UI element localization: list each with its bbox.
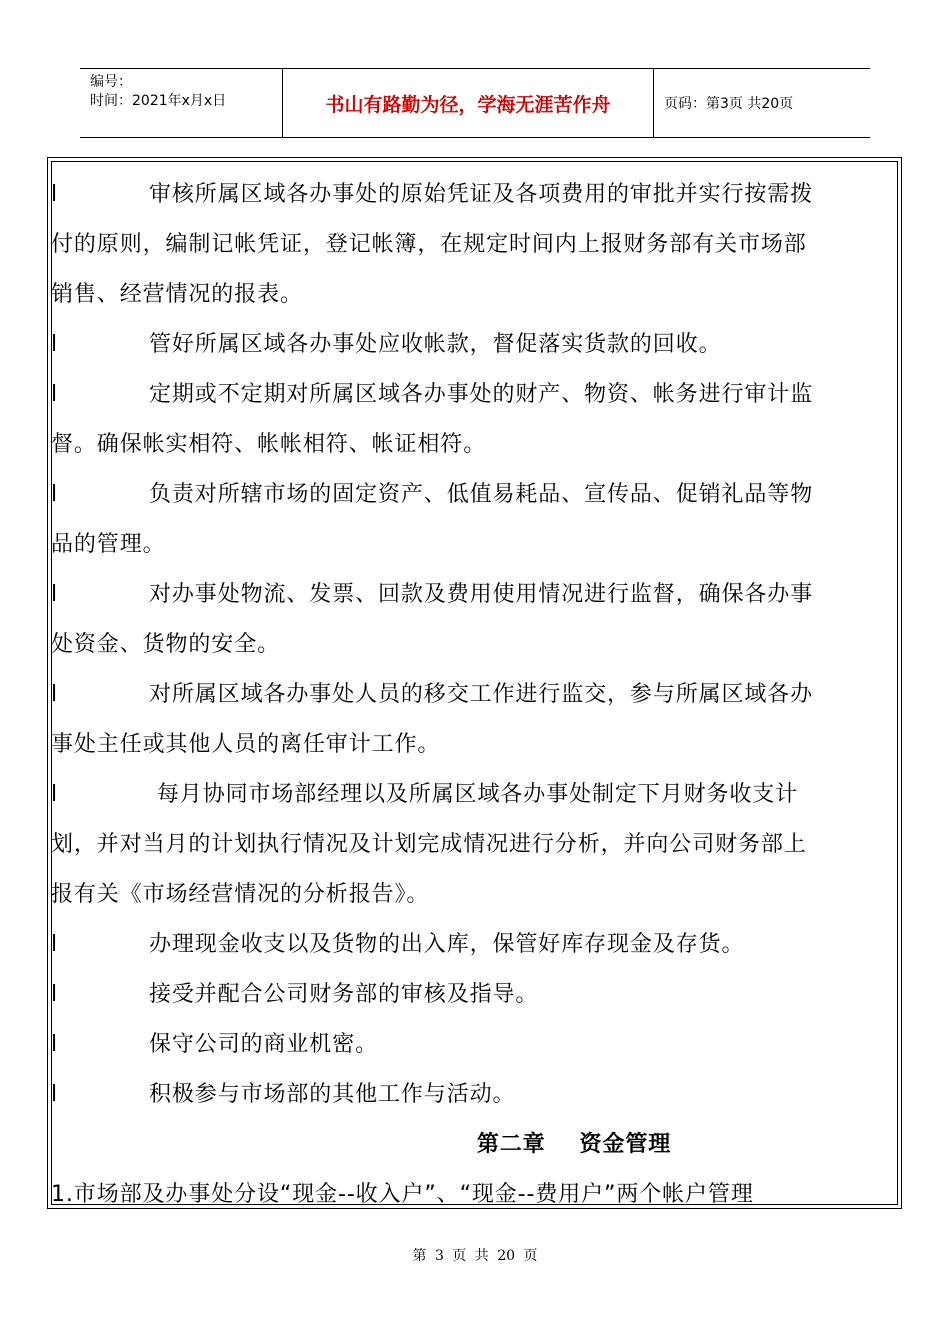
- bullet-marker: l: [51, 682, 59, 707]
- duty-item: [51, 670, 897, 770]
- header-motto: 书山有路勤为径，学海无涯苦作舟: [283, 69, 654, 137]
- bullet-marker: l: [51, 932, 59, 957]
- document-body: [51, 170, 897, 1220]
- bullet-marker: l: [51, 1082, 59, 1107]
- duty-item-text: 办理现金收支以及货物的出入库，保管好库存现金及存货。: [149, 932, 745, 957]
- duty-item-text: 负责对所辖市场的固定资产、低值易耗品、宣传品、促销礼品等物: [149, 482, 814, 507]
- duty-item: [51, 1020, 897, 1070]
- duty-item-text: 积极参与市场部的其他工作与活动。: [149, 1082, 516, 1107]
- duty-item-continuation: 销售、经营情况的报表。: [51, 282, 303, 307]
- duty-item: [51, 470, 897, 570]
- duty-item-continuation: 事处主任或其他人员的离任审计工作。: [51, 732, 441, 757]
- header-table: [80, 68, 870, 138]
- bullet-marker: l: [51, 182, 59, 207]
- duty-item-text: 管好所属区域各办事处应收帐款，督促落实货款的回收。: [149, 332, 722, 357]
- chapter-heading: [51, 1120, 897, 1170]
- duty-item-continuation: 处资金、货物的安全。: [51, 632, 281, 657]
- duty-item-continuation: 报有关《市场经营情况的分析报告》。: [51, 882, 430, 907]
- section-first-line: 1.市场部及办事处分设“现金--收入户”、“现金--费用户”两个帐户管理: [51, 1182, 754, 1207]
- duty-item: [51, 770, 897, 920]
- bullet-marker: l: [51, 332, 59, 357]
- chapter-number: 第二章: [476, 1132, 546, 1157]
- duty-item: [51, 970, 897, 1020]
- duty-item-continuation: 品的管理。: [51, 532, 166, 557]
- duty-item-continuation: 付的原则，编制记帐凭证，登记帐簿，在规定时间内上报财务部有关市场部: [51, 232, 807, 257]
- duty-item-text: 审核所属区域各办事处的原始凭证及各项费用的审批并实行按需拨: [149, 182, 814, 207]
- page-footer: 第 3 页 共 20 页: [412, 1248, 538, 1264]
- duty-item: [51, 370, 897, 470]
- duty-item-continuation: 督。确保帐实相符、帐帐相符、帐证相符。: [51, 432, 487, 457]
- document-number-label: 编号：: [90, 74, 132, 90]
- header-meta-cell: [80, 69, 283, 137]
- duty-item-text: 定期或不定期对所属区域各办事处的财产、物资、帐务进行审计监: [149, 382, 814, 407]
- bullet-marker: l: [51, 582, 59, 607]
- content-frame: [47, 157, 902, 1209]
- bullet-marker: l: [51, 982, 59, 1007]
- duty-item: [51, 320, 897, 370]
- duty-item-text: 保守公司的商业机密。: [149, 1032, 379, 1057]
- duty-item: [51, 1070, 897, 1120]
- duty-item: [51, 170, 897, 320]
- bullet-marker: l: [51, 382, 59, 407]
- duty-item-text: 对办事处物流、发票、回款及费用使用情况进行监督，确保各办事: [149, 582, 814, 607]
- duty-item-text: 对所属区域各办事处人员的移交工作进行监交，参与所属区域各办: [149, 682, 814, 707]
- duty-item-text: 接受并配合公司财务部的审核及指导。: [149, 982, 539, 1007]
- duty-item: [51, 570, 897, 670]
- document-date-label: 时间：2021年x月x日: [90, 93, 227, 109]
- chapter-title: 资金管理: [579, 1132, 672, 1157]
- duty-item: [51, 920, 897, 970]
- bullet-marker: l: [51, 782, 59, 807]
- duty-item-text: 每月协同市场部经理以及所属区域各办事处制定下月财务收支计: [149, 782, 799, 807]
- duty-item-continuation: 划，并对当月的计划执行情况及计划完成情况进行分析，并向公司财务部上: [51, 832, 807, 857]
- header-page-number: 页码：第3页 共20页: [664, 96, 794, 112]
- bullet-marker: l: [51, 482, 59, 507]
- bullet-marker: l: [51, 1032, 59, 1057]
